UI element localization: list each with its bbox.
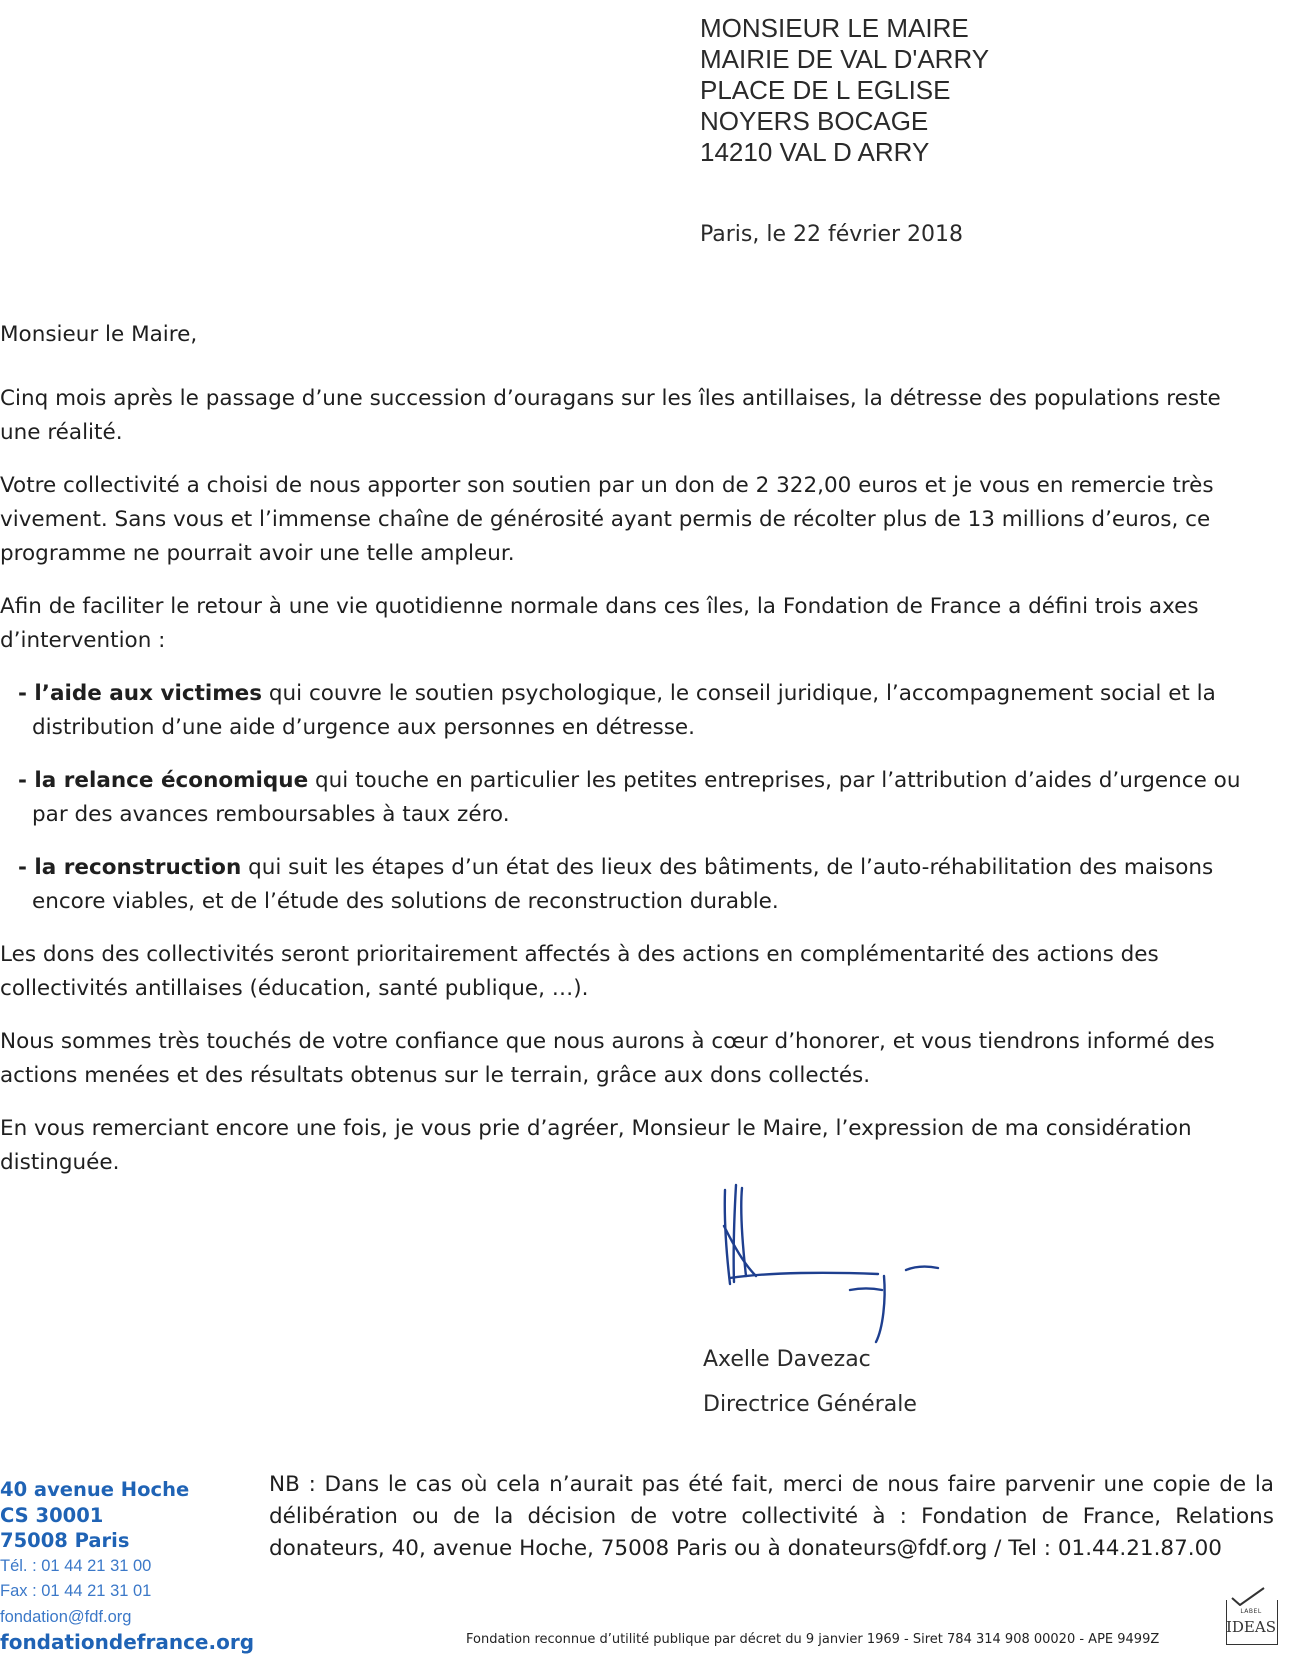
contact-email[interactable]: fondation@fdf.org <box>0 1607 132 1626</box>
bullet-dash: - <box>18 681 35 706</box>
paragraph: En vous remerciant encore une fois, je vous prie d’agréer, Monsieur le Maire, l’expression de ma considération distinguée. <box>0 1116 1192 1175</box>
nb-note: NB : Dans le cas où cela n’aurait pas été fait, merci de nous faire parvenir une copie de la délibération ou de la décision de votre collectivité à : Fondation de France, Relations donateurs, 40, avenue Hoche, 75008 Paris ou à donateurs@fdf.org / Tel : 01.44.21.87.00 <box>269 1472 1274 1561</box>
ideas-label-logo <box>1222 1586 1282 1648</box>
contact-website[interactable]: fondationdefrance.org <box>0 1630 255 1654</box>
contact-tel: Tél. : 01 44 21 31 00 <box>0 1556 152 1575</box>
bullet-item <box>0 677 1262 745</box>
logo-label-small: LABEL <box>1240 1608 1262 1615</box>
paragraph: Cinq mois après le passage d’une succession d’ouragans sur les îles antillaises, la détresse des populations reste une réalité. <box>0 386 1221 445</box>
recipient-address <box>700 13 989 168</box>
contact-block <box>0 1477 254 1656</box>
letter-date: Paris, le 22 février 2018 <box>700 222 964 247</box>
recipient-line: MAIRIE DE VAL D'ARRY <box>700 44 990 74</box>
bullet-item <box>0 764 1262 832</box>
bullet-bold: la relance économique <box>34 768 309 793</box>
bullet-bold: la reconstruction <box>34 855 242 880</box>
paragraph: Afin de faciliter le retour à une vie quotidienne normale dans ces îles, la Fondation de France a défini trois axes d’intervention : <box>0 594 1199 653</box>
greeting: Monsieur le Maire, <box>0 322 198 347</box>
recipient-line: MONSIEUR LE MAIRE <box>700 13 969 43</box>
signer-block <box>703 1337 917 1427</box>
paragraph: Votre collectivité a choisi de nous apporter son soutien par un don de 2 322,00 euros et je vous en remercie très vivement. Sans vous et l’immense chaîne de générosité ayant permis de récolter plus de 13 millions d’euros, ce programme ne pourrait avoir une telle ampleur. <box>0 473 1214 566</box>
logo-label-word: IDEAS <box>1225 1618 1276 1636</box>
paragraph: Nous sommes très touchés de votre confiance que nous aurons à cœur d’honorer, et vous tiendrons informé des actions menées et des résultats obtenus sur le terrain, grâce aux dons collectés. <box>0 1029 1215 1088</box>
bullet-text: qui suit les étapes d’un état des lieux des bâtiments, de l’auto-réhabilitation des maisons encore viables, et de l’étude des solutions de reconstruction durable. <box>32 855 1214 914</box>
contact-cs: CS 30001 <box>0 1503 104 1527</box>
bullet-bold: l’aide aux victimes <box>34 681 263 706</box>
letter-body <box>0 318 1262 1199</box>
bullet-item <box>0 851 1262 919</box>
recipient-line: 14210 VAL D ARRY <box>700 137 930 167</box>
paragraph: Les dons des collectivités seront prioritairement affectés à des actions en complémentarité des actions des collectivités antillaises (éducation, santé publique, …). <box>0 942 1159 1001</box>
signer-title: Directrice Générale <box>703 1392 917 1417</box>
bullet-text: qui touche en particulier les petites entreprises, par l’attribution d’aides d’urgence ou par des avances remboursables à taux zéro. <box>32 768 1241 827</box>
bullet-text: qui couvre le soutien psychologique, le conseil juridique, l’accompagnement social et la distribution d’une aide d’urgence aux personnes en détresse. <box>32 681 1216 740</box>
handwritten-signature <box>700 1180 970 1350</box>
bullet-dash: - <box>18 768 35 793</box>
signer-name: Axelle Davezac <box>703 1347 871 1372</box>
contact-street: 40 avenue Hoche <box>0 1478 190 1501</box>
bullet-dash: - <box>18 855 35 880</box>
contact-fax: Fax : 01 44 21 31 01 <box>0 1582 152 1600</box>
recipient-line: NOYERS BOCAGE <box>700 106 929 136</box>
recipient-line: PLACE DE L EGLISE <box>700 75 951 105</box>
contact-city: 75008 Paris <box>0 1529 130 1552</box>
legal-footer: Fondation reconnue d’utilité publique par décret du 9 janvier 1969 - Siret 784 314 908 00020 - APE 9499Z <box>466 1632 1160 1647</box>
